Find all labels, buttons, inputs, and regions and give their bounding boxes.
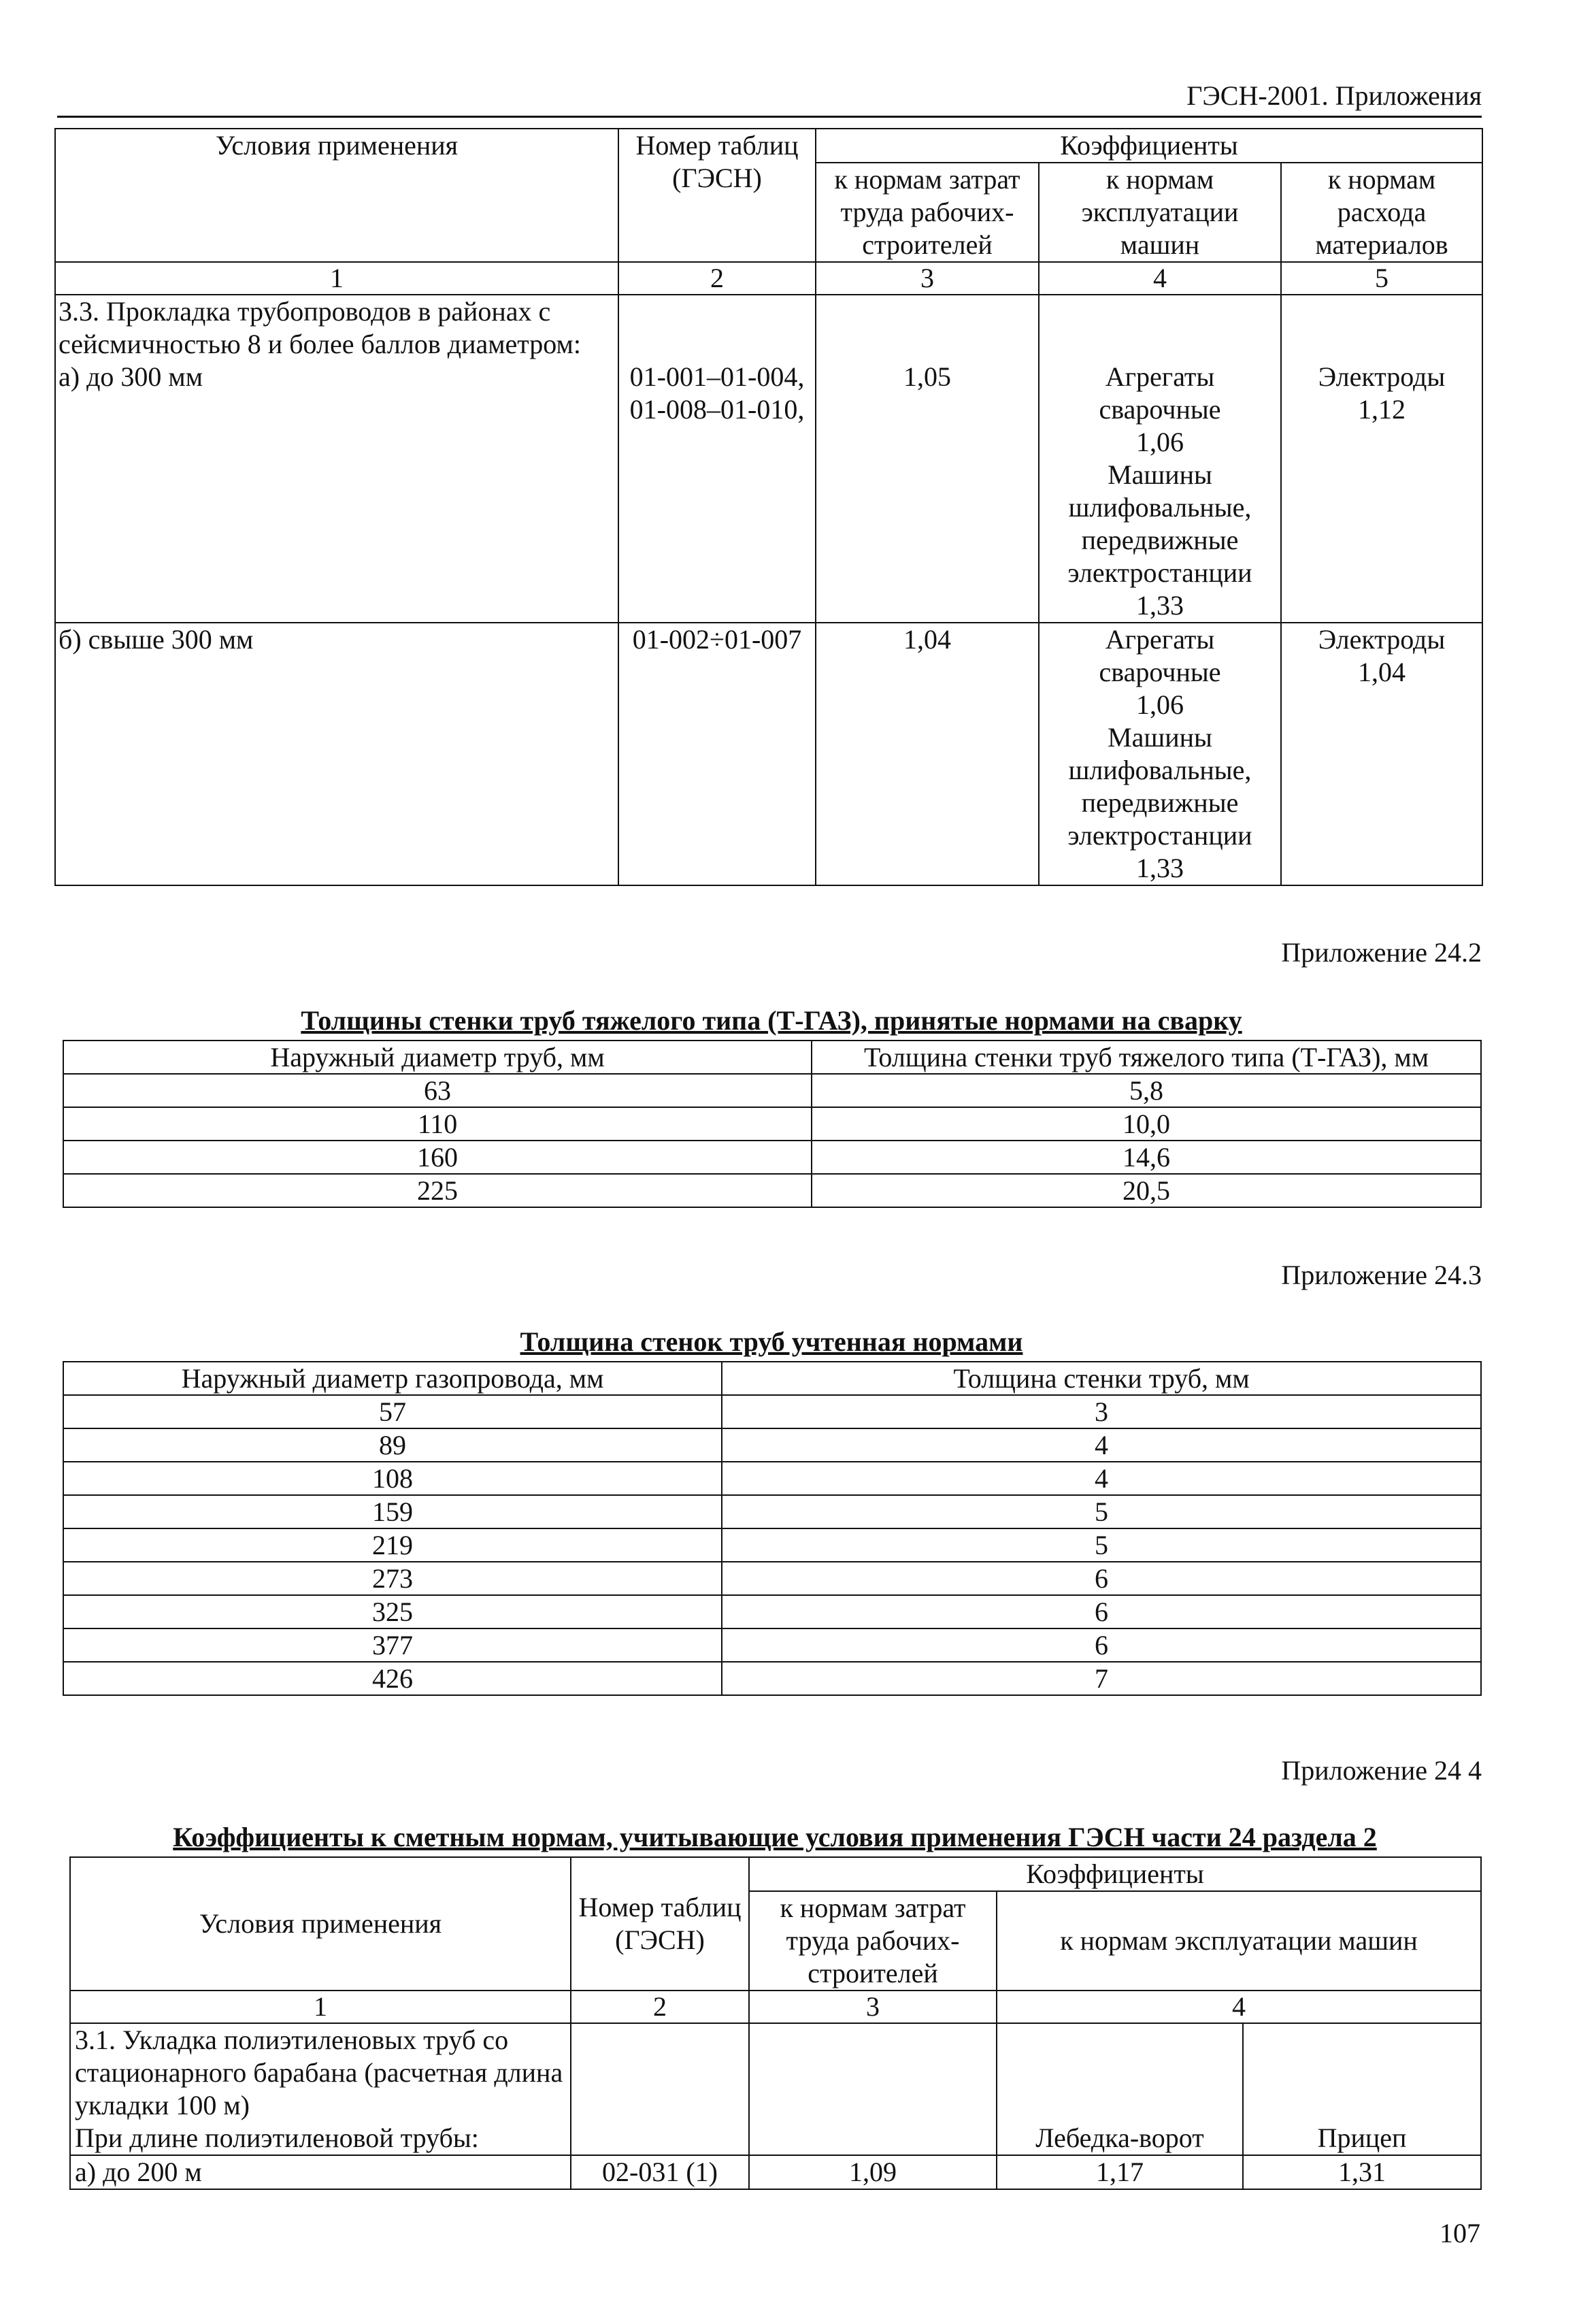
thickness-cell: 5,8 bbox=[812, 1074, 1481, 1107]
table-row bbox=[70, 2155, 1481, 2189]
header-conditions: Условия применения bbox=[55, 129, 618, 262]
header-outer-diameter: Наружный диаметр труб, мм bbox=[63, 1041, 812, 1074]
table-row bbox=[63, 1662, 1481, 1695]
thickness-cell: 7 bbox=[722, 1662, 1481, 1695]
column-number-row bbox=[55, 262, 1482, 295]
thickness-cell: 6 bbox=[722, 1628, 1481, 1662]
table-numbers: 01-002÷01-007 bbox=[632, 624, 802, 655]
diameter-cell: 325 bbox=[63, 1595, 722, 1628]
thickness-cell: 6 bbox=[722, 1562, 1481, 1595]
diameter-cell: 160 bbox=[63, 1141, 812, 1174]
table-row bbox=[63, 1595, 1481, 1628]
machine-text: 1,06 bbox=[1136, 427, 1184, 457]
gas-pipe-wall-table bbox=[63, 1361, 1482, 1696]
diameter-cell: 57 bbox=[63, 1395, 722, 1428]
appendix-24-3-title: Толщина стенок труб учтенная нормами bbox=[520, 1326, 1023, 1357]
header-wall-thickness: Толщина стенки труб тяжелого типа (Т-ГАЗ), мм bbox=[812, 1041, 1481, 1074]
col-number: 3 bbox=[816, 262, 1039, 295]
thickness-cell: 20,5 bbox=[812, 1174, 1481, 1207]
labor-coefficient: 1,09 bbox=[749, 2155, 997, 2189]
col-number: 1 bbox=[70, 1991, 571, 2023]
col-number: 3 bbox=[749, 1991, 997, 2023]
header-labor: к нормам затрат труда рабочих-строителей bbox=[749, 1891, 997, 1991]
table-row bbox=[63, 1495, 1481, 1528]
thickness-cell: 10,0 bbox=[812, 1107, 1481, 1141]
machine-text: 1,33 bbox=[1136, 853, 1184, 883]
material-text: 1,04 bbox=[1358, 657, 1406, 687]
machine-text: сварочные bbox=[1099, 394, 1221, 425]
col-number: 5 bbox=[1281, 262, 1482, 295]
machine-text: 1,33 bbox=[1136, 590, 1184, 621]
header-conditions: Условия применения bbox=[70, 1857, 571, 1991]
table-row bbox=[63, 1174, 1481, 1207]
diameter-cell: 159 bbox=[63, 1495, 722, 1528]
thickness-cell: 5 bbox=[722, 1528, 1481, 1562]
machine-text: Агрегаты bbox=[1105, 624, 1215, 655]
table-row bbox=[70, 2023, 1481, 2155]
diameter-cell: 377 bbox=[63, 1628, 722, 1662]
header-wall-thickness: Толщина стенки труб, мм bbox=[722, 1362, 1481, 1395]
diameter-cell: 225 bbox=[63, 1174, 812, 1207]
thickness-cell: 5 bbox=[722, 1495, 1481, 1528]
labor-coefficient: 1,05 bbox=[816, 295, 1039, 623]
appendix-24-3-label: Приложение 24.3 bbox=[1281, 1260, 1482, 1290]
appendix-24-4-title: Коэффициенты к сметным нормам, учитывающие условия применения ГЭСН части 24 раздела 2 bbox=[173, 1822, 1377, 1852]
machine-text: шлифовальные, bbox=[1068, 492, 1252, 523]
subheading: При длине полиэтиленовой трубы: bbox=[75, 2123, 479, 2153]
table-row bbox=[63, 1628, 1481, 1662]
machine-text: Машины bbox=[1108, 722, 1212, 753]
table-row bbox=[63, 1528, 1481, 1562]
diameter-cell: 63 bbox=[63, 1074, 812, 1107]
header-machines: к нормам эксплуатации машин bbox=[1039, 163, 1281, 262]
material-text: Электроды bbox=[1318, 624, 1446, 655]
table-header-row bbox=[63, 1362, 1481, 1395]
table-row bbox=[63, 1562, 1481, 1595]
machine-text: электростанции bbox=[1067, 820, 1252, 851]
diameter-cell: 219 bbox=[63, 1528, 722, 1562]
machine-text: передвижные bbox=[1081, 525, 1239, 555]
machine-text: 1,06 bbox=[1136, 689, 1184, 720]
diameter-cell: 110 bbox=[63, 1107, 812, 1141]
condition-a: а) до 200 м bbox=[70, 2155, 571, 2189]
appendix-24-4-label: Приложение 24 4 bbox=[1281, 1755, 1482, 1786]
table-row bbox=[63, 1141, 1481, 1174]
col-number: 1 bbox=[55, 262, 618, 295]
header-machines: к нормам эксплуатации машин bbox=[997, 1891, 1481, 1991]
col-number: 2 bbox=[618, 262, 816, 295]
material-text: 1,12 bbox=[1358, 394, 1406, 425]
table-numbers: 01-008–01-010, bbox=[629, 394, 805, 425]
running-title: ГЭСН-2001. Приложения bbox=[1186, 80, 1482, 111]
table-header-row bbox=[63, 1041, 1481, 1074]
machine-text: сварочные bbox=[1099, 657, 1221, 687]
diameter-cell: 89 bbox=[63, 1428, 722, 1462]
labor-coefficient: 1,04 bbox=[816, 623, 1039, 885]
table-row bbox=[63, 1107, 1481, 1141]
header-table-no: Номер таблиц (ГЭСН) bbox=[571, 1857, 749, 1991]
appendix-24-2-label: Приложение 24.2 bbox=[1281, 937, 1482, 968]
condition-a: а) до 300 мм bbox=[59, 361, 203, 392]
table-row bbox=[63, 1395, 1481, 1428]
header-table-no: Номер таблиц (ГЭСН) bbox=[618, 129, 816, 262]
heavy-pipe-wall-table bbox=[63, 1040, 1482, 1208]
table-numbers: 01-001–01-004, bbox=[629, 361, 805, 392]
machine-text: электростанции bbox=[1067, 557, 1252, 588]
machine-text: шлифовальные, bbox=[1068, 755, 1252, 785]
winch-coefficient: 1,17 bbox=[997, 2155, 1243, 2189]
condition-b: б) свыше 300 мм bbox=[55, 623, 618, 885]
column-number-row bbox=[70, 1991, 1481, 2023]
appendix-24-2-title: Толщины стенки труб тяжелого типа (Т-ГАЗ), принятые нормами на сварку bbox=[301, 1005, 1242, 1036]
machine-text: Машины bbox=[1108, 459, 1212, 490]
thickness-cell: 6 bbox=[722, 1595, 1481, 1628]
machine-trailer: Прицеп bbox=[1243, 2023, 1481, 2155]
page-number: 107 bbox=[1440, 2218, 1480, 2248]
thickness-cell: 14,6 bbox=[812, 1141, 1481, 1174]
machine-winch: Лебедка-ворот bbox=[997, 2023, 1243, 2155]
section-title: 3.3. Прокладка трубопроводов в районах с сейсмичностью 8 и более баллов диаметром: bbox=[59, 296, 581, 359]
diameter-cell: 273 bbox=[63, 1562, 722, 1595]
diameter-cell: 108 bbox=[63, 1462, 722, 1495]
header-materials: к нормам расхода материалов bbox=[1281, 163, 1482, 262]
col-number: 2 bbox=[571, 1991, 749, 2023]
machine-text: Агрегаты bbox=[1105, 361, 1215, 392]
material-text: Электроды bbox=[1318, 361, 1446, 392]
header-outer-diameter: Наружный диаметр газопровода, мм bbox=[63, 1362, 722, 1395]
polyethylene-laying-table bbox=[69, 1856, 1482, 2190]
header-coefficients: Коэффициенты bbox=[816, 129, 1482, 163]
table-row bbox=[63, 1074, 1481, 1107]
machine-text: передвижные bbox=[1081, 787, 1239, 818]
thickness-cell: 4 bbox=[722, 1462, 1481, 1495]
table-number: 02-031 (1) bbox=[571, 2155, 749, 2189]
table-row bbox=[63, 1428, 1481, 1462]
table-row bbox=[55, 295, 1482, 623]
header-labor: к нормам затрат труда рабочих-строителей bbox=[816, 163, 1039, 262]
seismic-coefficients-table bbox=[54, 128, 1483, 886]
trailer-coefficient: 1,31 bbox=[1243, 2155, 1481, 2189]
running-header bbox=[57, 76, 1482, 118]
col-number: 4 bbox=[1039, 262, 1281, 295]
col-number: 4 bbox=[997, 1991, 1481, 2023]
header-coefficients: Коэффициенты bbox=[749, 1857, 1481, 1891]
table-row bbox=[55, 623, 1482, 885]
thickness-cell: 4 bbox=[722, 1428, 1481, 1462]
thickness-cell: 3 bbox=[722, 1395, 1481, 1428]
section-title: 3.1. Укладка полиэтиленовых труб со стационарного барабана (расчетная длина укладки 100 м) bbox=[75, 2025, 563, 2120]
table-row bbox=[63, 1462, 1481, 1495]
diameter-cell: 426 bbox=[63, 1662, 722, 1695]
